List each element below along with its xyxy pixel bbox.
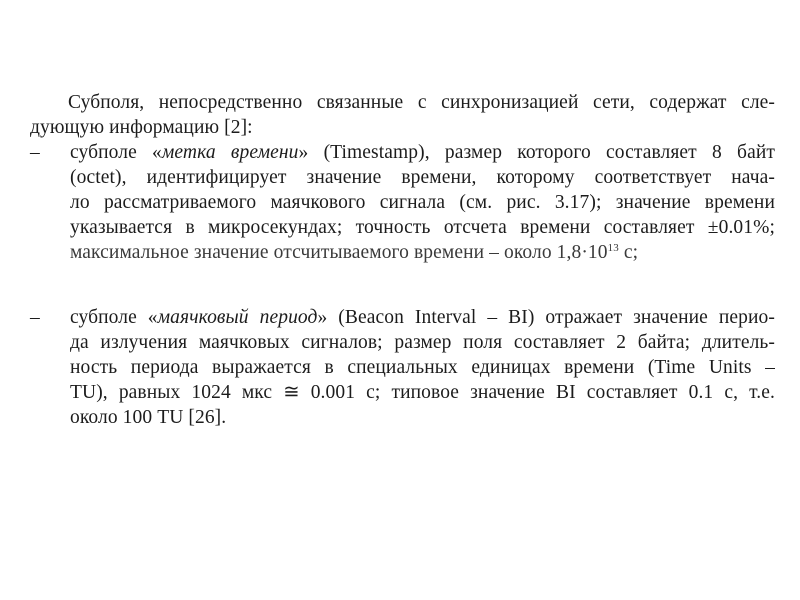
- item2-line-4: TU), равных 1024 мкс ≅ 0.001 с; типовое значение BI составляет 0.1 с, т.е.: [70, 382, 775, 403]
- item2-line-2: да излучения маячковых сигналов; размер поля составляет 2 байта; длитель-: [70, 332, 775, 353]
- item2-line-5: около 100 TU [26].: [70, 407, 227, 428]
- intro-line-1: Субполя, непосредственно связанные с синхронизацией сети, содержат сле-: [68, 92, 775, 113]
- list-item-row: [30, 140, 775, 165]
- list-item-beacon-interval: [30, 305, 775, 430]
- item1-line-3: ло рассматриваемого маячкового сигнала (см. рис. 3.17); значение времени: [70, 192, 775, 213]
- intro-line-2: дующую информацию [2]:: [30, 117, 253, 138]
- item1-line-1: субполе «метка времени» (Timestamp), размер которого составляет 8 байт: [70, 142, 775, 163]
- item2-line-1: субполе «маячковый период» (Beacon Interval – BI) отражает значение перио-: [70, 307, 775, 328]
- item2-line-3: ность периода выражается в специальных единицах времени (Time Units –: [70, 357, 775, 378]
- item1-line-5: максимальное значение отсчитываемого времени – около $1,8\cdot 10^{13}$ с;: [70, 242, 639, 263]
- list-item-row: [30, 305, 775, 330]
- list-dash: –: [30, 307, 40, 328]
- list-dash: –: [30, 142, 40, 163]
- item1-line-4: указывается в микросекундах; точность отсчета времени составляет ±0.01%;: [70, 217, 775, 238]
- term-timestamp: метка времени: [161, 142, 299, 163]
- item1-line-2: (octet), идентифицирует значение времени, которому соответствует нача-: [70, 167, 775, 188]
- list-item-timestamp: [30, 140, 775, 265]
- exponent: 13: [607, 242, 619, 254]
- term-beacon-period: маячковый период: [157, 307, 318, 328]
- intro-paragraph: [30, 90, 775, 140]
